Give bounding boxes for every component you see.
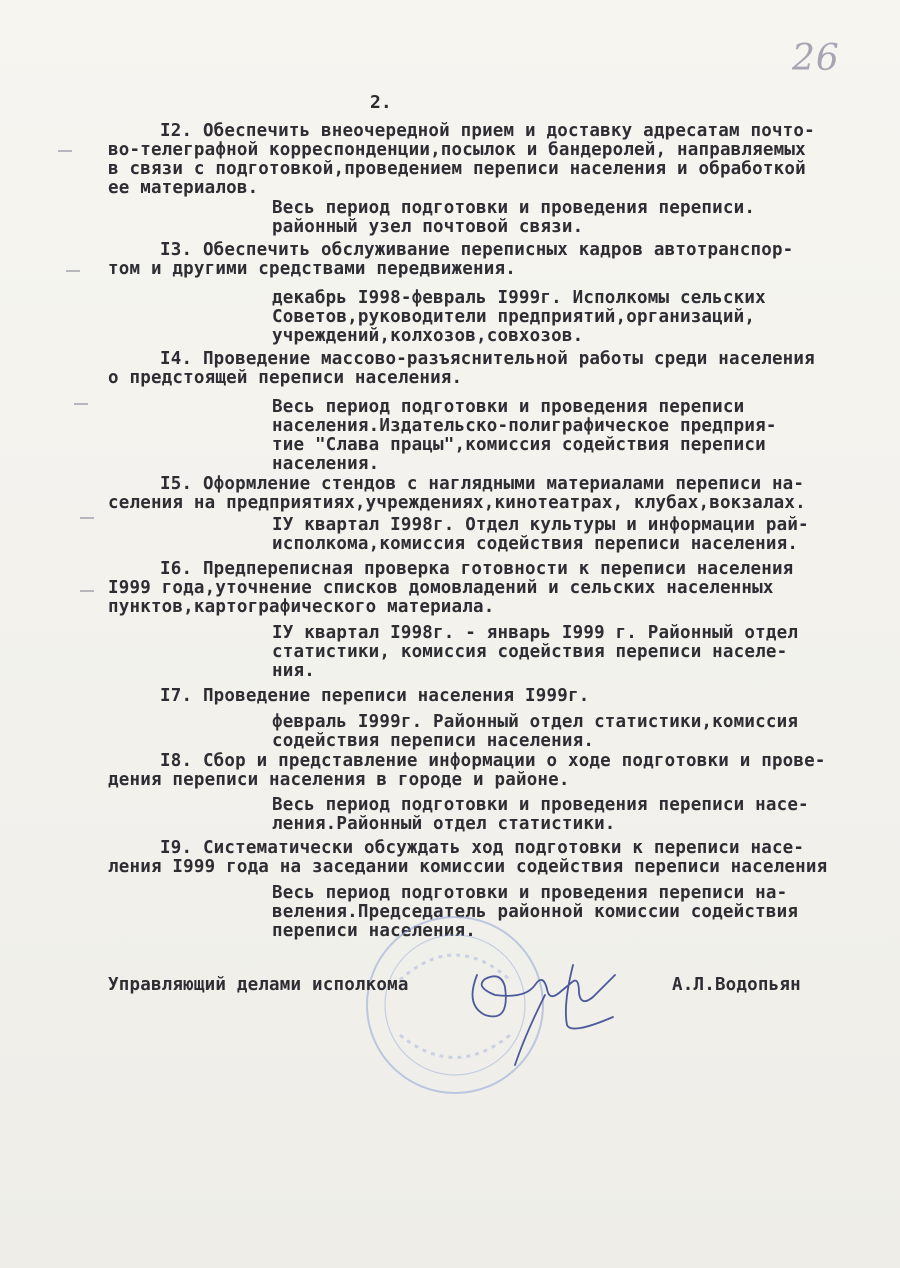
signatory-title: Управляющий делами исполкома <box>108 975 409 995</box>
margin-mark <box>80 590 94 592</box>
signatory-name: А.Л.Водопьян <box>672 975 801 995</box>
text-line: ления.Районный отдел статистики. <box>272 814 616 834</box>
text-line: селения на предприятиях,учреждениях,кинотеатрах, клубах,вокзалах. <box>108 493 806 513</box>
archive-sheet-number: 26 <box>792 38 840 79</box>
text-line: ления I999 года на заседании комиссии содействия переписи населения <box>108 857 828 877</box>
text-line: Советов,руководители предприятий,организаций, <box>272 307 756 327</box>
text-line: ния. <box>272 661 315 681</box>
text-line: ее материалов. <box>108 178 259 198</box>
text-line: I3. Обеспечить обслуживание переписных кадров автотранспор- <box>160 240 794 260</box>
text-line: учреждений,колхозов,совхозов. <box>272 326 584 346</box>
text-line: районный узел почтовой связи. <box>272 217 584 237</box>
text-line: Весь период подготовки и проведения переписи на- <box>272 883 788 903</box>
text-line: содействия переписи населения. <box>272 731 595 751</box>
page-number: 2. <box>370 92 392 113</box>
text-line: февраль I999г. Районный отдел статистики,комиссия <box>272 712 799 732</box>
text-line: I7. Проведение переписи населения I999г. <box>160 686 590 706</box>
text-line: I2. Обеспечить внеочередной прием и доставку адресатам почто- <box>160 121 815 141</box>
text-line: пунктов,картографического материала. <box>108 597 495 617</box>
text-line: статистики, комиссия содействия переписи населе- <box>272 642 788 662</box>
text-line: исполкома,комиссия содействия переписи населения. <box>272 534 799 554</box>
text-line: населения.Издательско-полиграфическое предприя- <box>272 416 777 436</box>
text-line: I4. Проведение массово-разъяснительной работы среди населения <box>160 349 815 369</box>
margin-mark <box>66 270 80 272</box>
text-line: Весь период подготовки и проведения переписи. <box>272 198 756 218</box>
text-line: тие "Слава працы",комиссия содействия переписи <box>272 435 766 455</box>
text-line: I6. Предпереписная проверка готовности к переписи населения <box>160 559 794 579</box>
margin-mark <box>58 150 72 152</box>
margin-mark <box>74 403 88 405</box>
text-line: Весь период подготовки и проведения переписи <box>272 397 745 417</box>
text-line: IУ квартал I998г. - январь I999 г. Районный отдел <box>272 623 799 643</box>
text-line: I999 года,уточнение списков домовладений и сельских населенных <box>108 578 774 598</box>
text-line: декабрь I998-февраль I999г. Исполкомы сельских <box>272 288 766 308</box>
text-line: I5. Оформление стендов с наглядными материалами переписи на- <box>160 474 805 494</box>
text-line: I8. Сбор и представление информации о ходе подготовки и прове- <box>160 751 826 771</box>
text-line: том и другими средствами передвижения. <box>108 259 516 279</box>
text-line: дения переписи населения в городе и районе. <box>108 770 570 790</box>
text-line: во-телеграфной корреспонденции,посылок и бандеролей, направляемых <box>108 140 806 160</box>
text-line: Весь период подготовки и проведения переписи насе- <box>272 795 809 815</box>
margin-mark <box>80 517 94 519</box>
signature <box>455 935 625 1075</box>
text-line: в связи с подготовкой,проведением переписи населения и обработкой <box>108 159 806 179</box>
text-line: IУ квартал I998г. Отдел культуры и информации рай- <box>272 515 809 535</box>
text-line: о предстоящей переписи населения. <box>108 368 463 388</box>
text-line: переписи населения. <box>272 921 476 941</box>
text-line: населения. <box>272 454 380 474</box>
text-line: I9. Систематически обсуждать ход подготовки к переписи насе- <box>160 838 805 858</box>
text-line: веления.Председатель районной комиссии содействия <box>272 902 799 922</box>
